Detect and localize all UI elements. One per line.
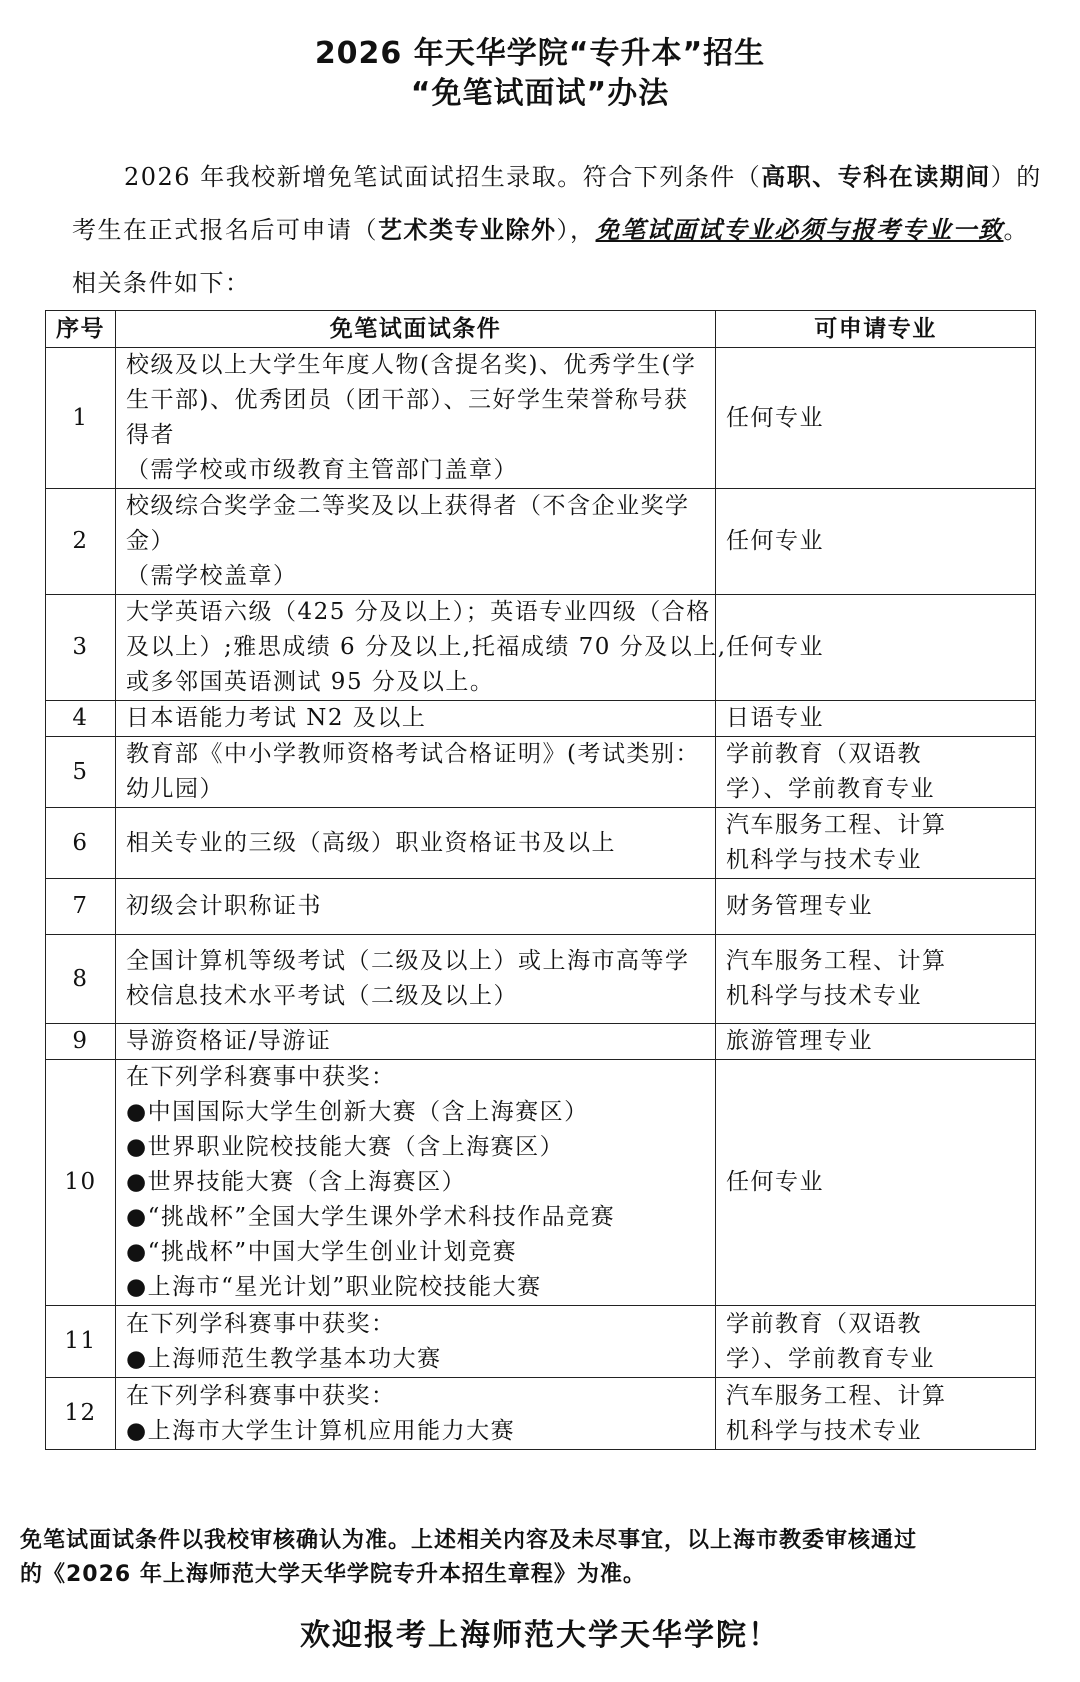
condition-cell — [116, 935, 716, 1024]
row-number: 12 — [46, 1378, 116, 1450]
major-cell — [716, 701, 1036, 737]
condition-cell — [116, 808, 716, 879]
footer-note-line-2: 的《2026 年上海师范大学天华学院专升本招生章程》为准。 — [20, 1562, 646, 1587]
major-line: 任何专业 — [726, 1169, 824, 1195]
major-cell — [716, 737, 1036, 808]
intro-text: 。 — [1003, 216, 1029, 244]
condition-line: ●“挑战杯”全国大学生课外学术科技作品竞赛 — [126, 1204, 616, 1230]
condition-line: 相关专业的三级（高级）职业资格证书及以上 — [126, 829, 616, 856]
condition-line: 初级会计职称证书 — [126, 893, 322, 919]
welcome-message: 欢迎报考上海师范大学天华学院！ — [300, 1618, 780, 1653]
condition-line: 校级综合奖学金二等奖及以上获得者（不含企业奖学 — [126, 493, 690, 519]
intro-paragraph-line-2 — [72, 213, 1062, 247]
row-number: 5 — [46, 737, 116, 808]
major-line: 任何专业 — [726, 634, 824, 660]
major-line: 旅游管理专业 — [726, 1028, 873, 1054]
condition-cell — [116, 879, 716, 935]
intro-text: 2026 年我校新增免笔试面试招生录取。符合下列条件（ — [124, 163, 762, 191]
major-line: 学前教育（双语教 — [726, 741, 922, 767]
major-cell — [716, 1060, 1036, 1306]
condition-cell — [116, 595, 727, 701]
condition-line: ●“挑战杯”中国大学生创业计划竞赛 — [126, 1239, 518, 1265]
conditions-table — [45, 310, 1036, 1450]
major-line: 财务管理专业 — [726, 893, 873, 919]
major-line: 汽车服务工程、计算 — [726, 1382, 947, 1409]
row-number: 2 — [46, 489, 116, 595]
row-number: 7 — [46, 879, 116, 935]
header-major: 可申请专业 — [716, 311, 1036, 348]
intro-paragraph-line-3: 相关条件如下： — [72, 269, 251, 297]
major-line: 机科学与技术专业 — [726, 847, 922, 873]
condition-line: ●上海市“星光计划”职业院校技能大赛 — [126, 1274, 542, 1300]
row-number: 10 — [46, 1060, 116, 1306]
row-number: 1 — [46, 348, 116, 489]
table-row — [46, 701, 1036, 737]
row-number: 9 — [46, 1024, 116, 1060]
document-title-line-1: 2026 年天华学院“专升本”招生 — [314, 36, 766, 71]
footer-note-line-1: 免笔试面试条件以我校审核确认为准。上述相关内容及未尽事宜，以上海市教委审核通过 — [20, 1528, 918, 1553]
row-number: 11 — [46, 1306, 116, 1378]
condition-cell — [116, 701, 716, 737]
major-line: 机科学与技术专业 — [726, 983, 922, 1009]
condition-cell — [116, 1306, 716, 1378]
condition-line: 在下列学科赛事中获奖： — [126, 1064, 396, 1090]
major-line: 汽车服务工程、计算 — [726, 812, 947, 838]
table-row — [46, 1306, 1036, 1378]
row-number: 6 — [46, 808, 116, 879]
row-number: 3 — [46, 595, 116, 701]
major-line: 学前教育（双语教 — [726, 1310, 922, 1337]
condition-line: 导游资格证/导游证 — [126, 1028, 332, 1054]
condition-line: 校级及以上大学生年度人物(含提名奖)、优秀学生(学 — [126, 352, 697, 378]
major-cell — [716, 489, 1036, 595]
condition-line: 金） — [126, 528, 175, 554]
intro-text: 考生在正式报名后可申请（ — [72, 216, 378, 244]
header-no: 序号 — [46, 311, 116, 348]
condition-line: 教育部《中小学教师资格考试合格证明》(考试类别： — [126, 741, 700, 767]
intro-bold-text: 艺术类专业除外 — [378, 216, 557, 244]
condition-cell — [116, 1060, 716, 1306]
major-cell — [716, 1378, 1036, 1450]
major-line: 任何专业 — [726, 528, 824, 554]
condition-line: 日本语能力考试 N2 及以上 — [126, 705, 427, 731]
table-header-row — [46, 311, 1036, 348]
major-line: 学）、学前教育专业 — [726, 1345, 935, 1372]
condition-line: ●中国国际大学生创新大赛（含上海赛区） — [126, 1099, 589, 1125]
major-cell — [716, 935, 1036, 1024]
major-line: 学）、学前教育专业 — [726, 776, 935, 802]
intro-text: ）， — [556, 216, 596, 244]
major-cell — [716, 595, 1036, 701]
intro-text: ）的 — [990, 163, 1042, 191]
header-condition: 免笔试面试条件 — [116, 311, 716, 348]
intro-bold-text: 高职、专科在读期间 — [761, 163, 991, 191]
major-cell — [716, 348, 1036, 489]
condition-line: ●世界技能大赛（含上海赛区） — [126, 1169, 467, 1195]
table-row — [46, 595, 1036, 701]
condition-line: 全国计算机等级考试（二级及以上）或上海市高等学 — [126, 948, 690, 974]
table-row — [46, 1024, 1036, 1060]
major-cell — [716, 1306, 1036, 1378]
table-row — [46, 1378, 1036, 1450]
condition-line: 幼儿园） — [126, 776, 224, 802]
table-row — [46, 935, 1036, 1024]
intro-paragraph-line-1 — [124, 160, 1044, 194]
table-row — [46, 1060, 1036, 1306]
condition-cell — [116, 737, 716, 808]
condition-line: ●世界职业院校技能大赛（含上海赛区） — [126, 1134, 565, 1160]
condition-line: （需学校盖章） — [126, 563, 298, 589]
condition-line: 校信息技术水平考试（二级及以上） — [126, 983, 518, 1009]
table-row — [46, 737, 1036, 808]
table-row — [46, 489, 1036, 595]
document-title-line-2: “免笔试面试”办法 — [410, 76, 670, 111]
row-number: 8 — [46, 935, 116, 1024]
condition-line: 及以上）;雅思成绩 6 分及以上,托福成绩 70 分及以上, — [126, 634, 727, 660]
major-line: 任何专业 — [726, 404, 824, 431]
major-line: 日语专业 — [726, 705, 824, 731]
condition-line: 大学英语六级（425 分及以上）；英语专业四级（合格 — [126, 599, 711, 625]
condition-line: （需学校或市级教育主管部门盖章） — [126, 457, 518, 483]
condition-cell — [116, 1024, 716, 1060]
condition-cell — [116, 348, 716, 489]
condition-line: 得者 — [126, 422, 175, 448]
major-line: 机科学与技术专业 — [726, 1417, 922, 1444]
condition-line: 在下列学科赛事中获奖： — [126, 1382, 396, 1409]
condition-cell — [116, 489, 716, 595]
major-cell — [716, 1024, 1036, 1060]
condition-line: ●上海师范生教学基本功大赛 — [126, 1345, 442, 1372]
condition-cell — [116, 1378, 716, 1450]
intro-underlined-text: 免笔试面试专业必须与报考专业一致 — [595, 216, 1004, 244]
condition-line: ●上海市大学生计算机应用能力大赛 — [126, 1417, 516, 1444]
table-body — [46, 348, 1036, 1450]
major-cell — [716, 879, 1036, 935]
row-number: 4 — [46, 701, 116, 737]
table-row — [46, 879, 1036, 935]
table-row — [46, 348, 1036, 489]
major-cell — [716, 808, 1036, 879]
major-line: 汽车服务工程、计算 — [726, 948, 947, 974]
condition-line: 生干部)、优秀团员（团干部）、三好学生荣誉称号获 — [126, 387, 689, 413]
condition-line: 或多邻国英语测试 95 分及以上。 — [126, 669, 495, 695]
table-row — [46, 808, 1036, 879]
condition-line: 在下列学科赛事中获奖： — [126, 1310, 396, 1337]
